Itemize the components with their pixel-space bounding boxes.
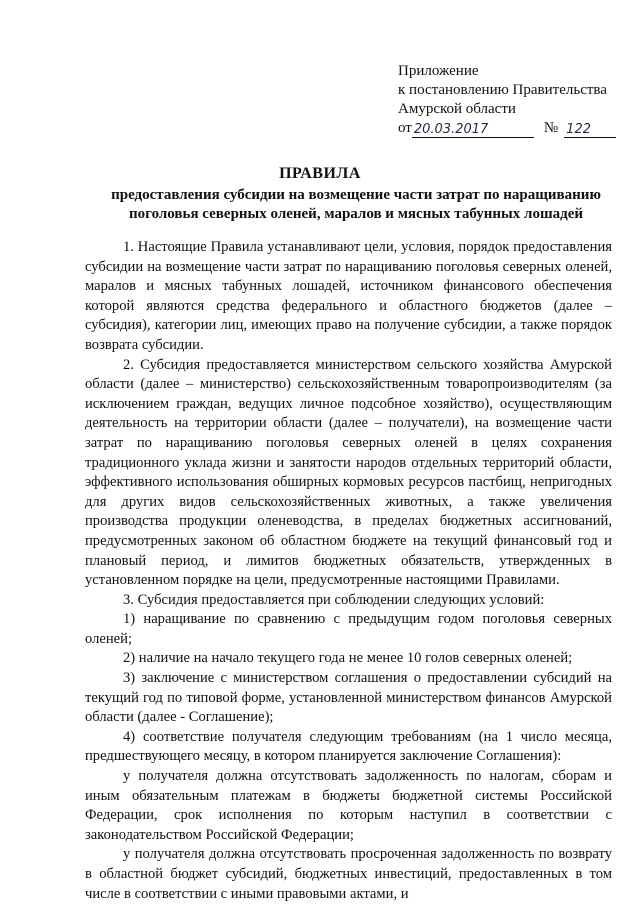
paragraph-3: 3. Субсидия предоставляется при соблюдении следующих условий:: [123, 591, 545, 608]
condition-2: 2) наличие на начало текущего года не менее 10 голов северных оленей;: [123, 650, 573, 667]
document-body: [85, 238, 612, 904]
requirement-1: у получателя должна отсутствовать задолженность по налогам, сборам и иным обязательным платежам в бюджеты бюджетной системы Российской Федерации, срок исполнения по которым наступил в соответствии с законодательством Российской Федерации;: [85, 768, 612, 843]
appendix-header: [398, 62, 634, 138]
requirement-2: у получателя должна отсутствовать просроченная задолженность по возврату в областной бюджет субсидий, бюджетных инвестиций, предоставленных в том числе в соответствии с иными правовыми актами, и: [85, 846, 612, 902]
number-prefix: №: [543, 120, 559, 136]
appendix-label: Приложение: [398, 63, 479, 79]
appendix-decree: к постановлению Правительства: [398, 82, 607, 98]
document-subtitle: предоставления субсидии на возмещение части затрат по наращиванию поголовья северных оленей, маралов и мясных табунных лошадей: [111, 187, 601, 222]
condition-3: 3) заключение с министерством соглашения о предоставлении субсидий на текущий год по типовой форме, установленной министерством финансов Амурской области (далее - Соглашение);: [85, 670, 612, 726]
paragraph-2: 2. Субсидия предоставляется министерством сельского хозяйства Амурской области (далее – министерство) сельскохозяйственным товаропроизводителям (за исключением граждан, ведущих личное подсобное хозяйство), осуществляющим деятельность на территории области (далее – получатели), на возмещение части затрат по наращиванию поголовья северных оленей в целях сохранения традиционного уклада жизни и занятости народов отдельных территорий области, эффективного использования обширных кормовых ресурсов пастбищ, непригодных для других видов сельскохозяйственных животных, а также увеличения производства продукции оленеводства, в пределах бюджетных ассигнований, предусмотренных законом об областном бюджете на текущий финансовый год и плановый период, и лимитов бюджетных обязательств, утвержденных в установленном порядке на цели, предусмотренные настоящими Правилами.: [85, 356, 612, 589]
document-title: ПРАВИЛА: [279, 165, 361, 182]
appendix-region: Амурской области: [398, 101, 516, 117]
paragraph-1: 1. Настоящие Правила устанавливают цели, условия, порядок предоставления субсидии на возмещение части затрат по наращиванию поголовья северных оленей, маралов и мясных табунных лошадей, источником финансового обеспечения которой являются средства федерального и областного бюджетов (далее – субсидия), категории лиц, имеющих право на получение субсидии, а также порядок возврата субсидии.: [85, 239, 612, 353]
handwritten-number: 122: [564, 122, 616, 138]
appendix-date-number: [398, 119, 634, 138]
condition-4: 4) соответствие получателя следующим требованиям (на 1 число месяца, предшествующего месяцу, в котором планируется заключение Соглашения):: [85, 728, 612, 765]
condition-1: 1) наращивание по сравнению с предыдущим годом поголовья северных оленей;: [85, 611, 612, 647]
date-prefix: от: [398, 120, 412, 136]
handwritten-date: 20.03.2017: [412, 122, 534, 138]
